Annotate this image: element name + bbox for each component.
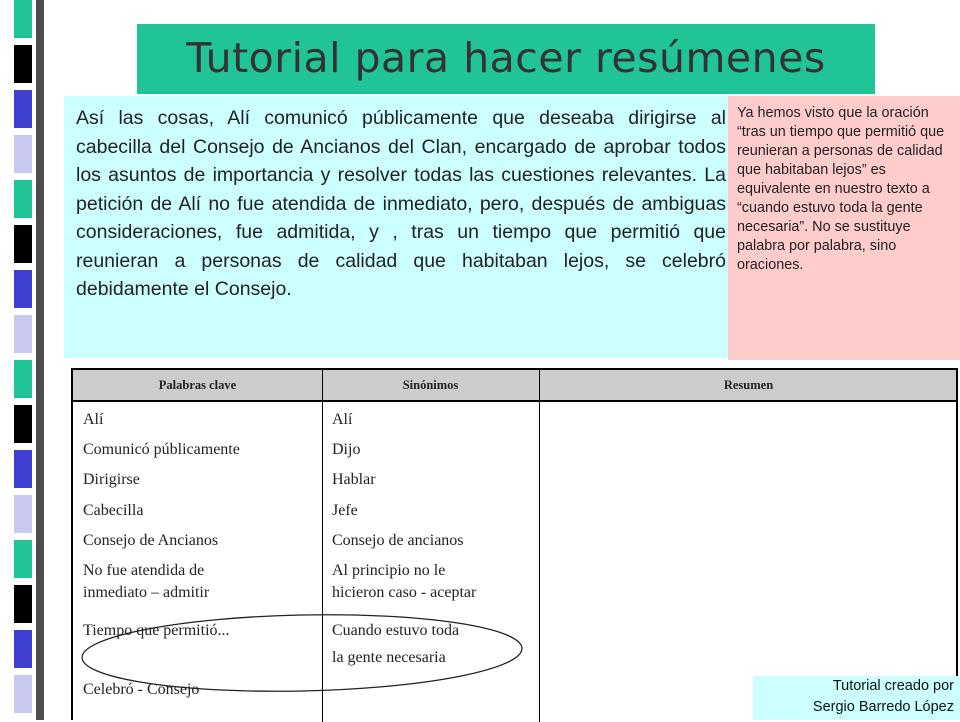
table-header [73, 370, 956, 402]
strip-square [14, 360, 32, 398]
strip-square [14, 405, 32, 443]
strip-square [14, 315, 32, 353]
keyword-cell: No fue atendida de [83, 562, 205, 579]
synonym-cell: Alí [332, 411, 353, 428]
keyword-cell: inmediato – admitir [83, 584, 210, 601]
synonym-cell: Hablar [332, 471, 376, 488]
decorative-strip [0, 0, 48, 720]
keyword-cell: Tiempo que permitió... [83, 622, 230, 639]
credit-line-2: Sergio Barredo López [812, 699, 954, 715]
keywords-table [71, 368, 958, 720]
strip-square [14, 585, 32, 623]
strip-square [14, 270, 32, 308]
keyword-cell: Dirigirse [83, 471, 140, 488]
synonym-cell: Dijo [332, 441, 361, 458]
strip-line [36, 0, 44, 720]
main-paragraph: Así las cosas, Alí comunicó públicamente que deseaba dirigirse al cabecilla del Consejo de Ancianos del Clan, encargado de aprobar todos los asuntos de importancia y resolver todas las cuestiones relevantes. La petición de Alí no fue atendida de inmediato, pero, después de ambiguas consideraciones, fue admitida, y , tras un tiempo que permitió que reunieran a personas de calidad que habitaban lejos, se celebró debidamente el Consejo. [76, 107, 726, 300]
keyword-cell: Comunicó públicamente [83, 441, 240, 458]
strip-square [14, 225, 32, 263]
synonym-cell: hicieron caso - aceptar [332, 584, 477, 601]
main-text-box [64, 96, 730, 358]
synonym-cell: Consejo de ancianos [332, 532, 464, 549]
strip-square [14, 135, 32, 173]
column-divider [322, 370, 323, 722]
header-resumen: Resumen [723, 378, 774, 392]
credit-box [753, 676, 960, 720]
keyword-cell: Cabecilla [83, 502, 144, 519]
synonym-cell: la gente necesaria [332, 649, 446, 666]
title-bar [137, 24, 875, 94]
credit-line-1: Tutorial creado por [832, 678, 954, 694]
strip-square [14, 540, 32, 578]
strip-square [14, 0, 32, 38]
note-paragraph: Ya hemos visto que la oración “tras un tiempo que permitió que reunieran a personas de calidad que habitaban lejos” es equivalente en nuestro texto a “cuando estuvo toda la gente necesaria”. No se sustituye palabra por palabra, sino oraciones. [737, 105, 945, 273]
page-title: Tutorial para hacer resúmenes [186, 34, 826, 82]
keyword-cell: Alí [83, 411, 104, 428]
strip-square [14, 90, 32, 128]
header-sinonimos: Sinónimos [402, 378, 459, 392]
note-box [728, 96, 960, 360]
header-palabras-clave: Palabras clave [158, 378, 237, 392]
strip-square [14, 630, 32, 668]
strip-square [14, 450, 32, 488]
strip-square [14, 180, 32, 218]
keyword-cell: Celebró - Consejo [83, 681, 200, 698]
strip-square [14, 495, 32, 533]
keyword-cell: Consejo de Ancianos [83, 532, 219, 549]
strip-square [14, 45, 32, 83]
synonym-cell: Jefe [332, 502, 358, 519]
strip-square [14, 675, 32, 713]
column-divider [539, 370, 540, 722]
synonym-cell: Al principio no le [332, 562, 446, 579]
synonym-cell: Cuando estuvo toda [332, 622, 460, 639]
